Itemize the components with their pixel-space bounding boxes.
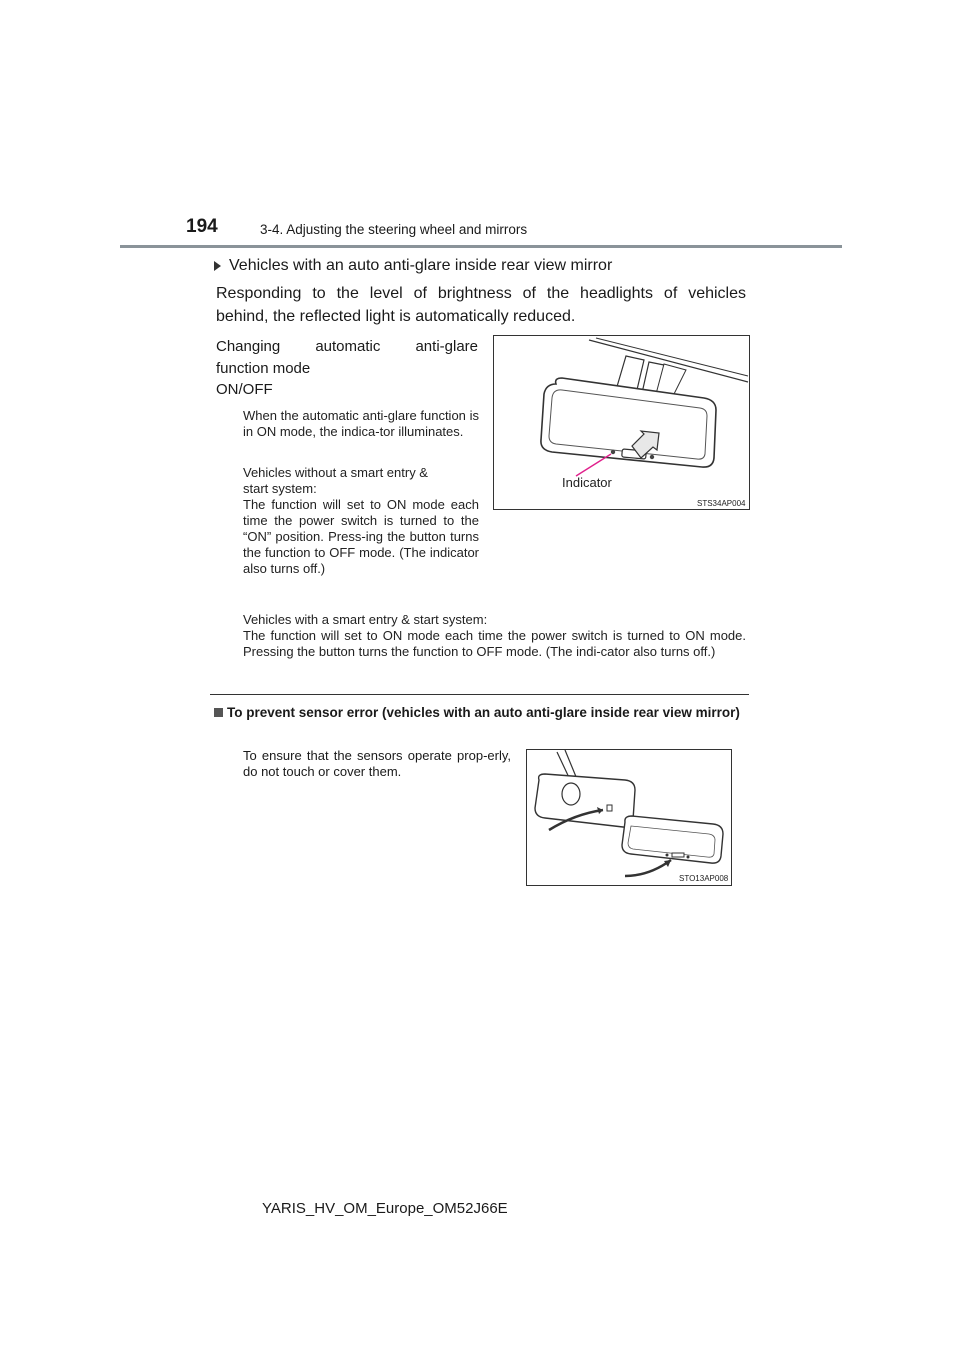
section-divider: [210, 694, 749, 695]
sensor-figure: [526, 749, 732, 886]
figure2-code: STO13AP008: [679, 874, 729, 883]
mode-heading: [216, 336, 478, 380]
intro-paragraph: [216, 282, 746, 328]
note-heading: [214, 705, 750, 721]
mode-heading-line-1: Changing automatic anti-glare: [216, 338, 478, 355]
smart-entry-paragraph: [243, 612, 746, 660]
onoff-label: ON/OFF: [216, 381, 273, 398]
bullet-heading-text: Vehicles with an auto anti-glare inside rear view mirror: [229, 257, 613, 274]
footer-doc-id: YARIS_HV_OM_Europe_OM52J66E: [262, 1200, 508, 1217]
no-smart-entry-line-2: start system:: [243, 481, 317, 496]
note-paragraph: To ensure that the sensors operate prop-erly, do not touch or cover them.: [243, 748, 511, 779]
smart-entry-line-1: Vehicles with a smart entry & start system:: [243, 612, 488, 627]
indicator-paragraph: When the automatic anti-glare function is in ON mode, the indica-tor illuminates.: [243, 408, 479, 439]
sensor-illustration-icon: [527, 750, 731, 885]
intro-line-2: behind, the reflected light is automatically reduced.: [216, 308, 576, 325]
no-smart-entry-line-1: Vehicles without a smart entry &: [243, 465, 428, 480]
indicator-callout-label: Indicator: [562, 475, 612, 490]
smart-entry-body: The function will set to ON mode each time the power switch is turned to ON mode. Pressing the button turns the function to OFF mode. (The indi-cator also turns off.): [243, 628, 746, 659]
mirror-figure: [493, 335, 750, 510]
section-title: 3-4. Adjusting the steering wheel and mirrors: [260, 222, 528, 237]
mirror-illustration-icon: [494, 336, 749, 509]
mode-heading-line-2: function mode: [216, 360, 311, 377]
note-heading-text: To prevent sensor error (vehicles with an auto anti-glare inside rear view mirror): [227, 705, 740, 720]
square-bullet-icon: [214, 708, 223, 717]
triangle-bullet-icon: [214, 261, 221, 271]
figure1-code: STS34AP004: [697, 499, 746, 508]
page-number: 194: [186, 216, 218, 237]
header-divider: [120, 245, 842, 248]
intro-line-1: Responding to the level of brightness of the headlights of vehicles: [216, 285, 746, 302]
no-smart-entry-paragraph: [243, 465, 479, 577]
no-smart-entry-body: The function will set to ON mode each time the power switch is turned to the “ON” position. Press-ing the button turns the function to OFF mode. (The indicator also turns off.): [243, 497, 479, 576]
bullet-heading: [214, 257, 612, 275]
